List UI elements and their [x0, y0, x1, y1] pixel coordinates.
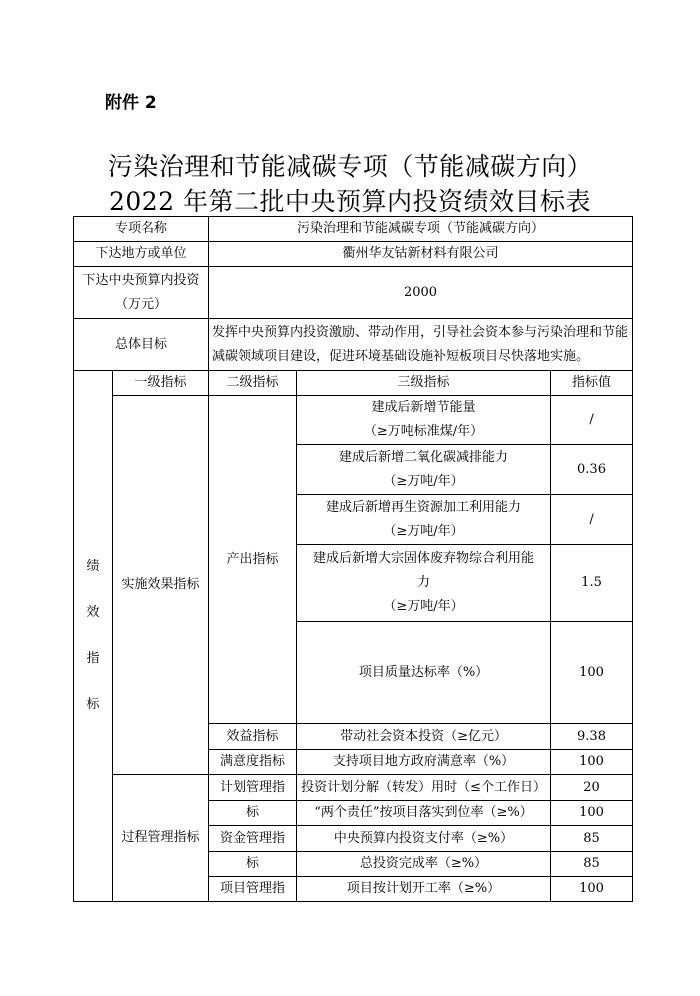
indicator-text: 建成后新增再生资源加工利用能力	[326, 499, 522, 515]
indicator-co2	[297, 445, 551, 495]
project-name-value: 污染治理和节能减碳专项（节能减碳方向）	[209, 217, 633, 242]
indicator-text: 力	[417, 575, 431, 590]
recipient-value: 衢州华友钴新材料有限公司	[209, 242, 633, 267]
indicator-value: 100	[551, 801, 633, 826]
indicator-value: 1.5	[551, 545, 633, 622]
plan-mgmt-indicator: 计划管理指	[209, 775, 297, 801]
overall-goal-label: 总体目标	[74, 319, 209, 371]
table-row	[74, 371, 633, 396]
indicator-text: 建成后新增节能量	[371, 400, 476, 415]
performance-indicators-label	[74, 371, 113, 902]
indicator-start-rate: 项目按计划开工率（≥%）	[297, 877, 551, 902]
performance-char: 效	[86, 605, 100, 620]
indicator-total-invest: 总投资完成率（≥%）	[297, 852, 551, 877]
indicator-plan-time: 投资计划分解（转发）用时（≤个工作日）	[297, 775, 551, 801]
indicator-value: 85	[551, 826, 633, 852]
table-row	[74, 242, 633, 267]
table-row	[74, 217, 633, 242]
indicator-unit: （≥万吨/年）	[383, 523, 464, 539]
performance-char: 指	[86, 651, 100, 666]
table-row	[74, 267, 633, 319]
table-row	[74, 319, 633, 371]
indicator-value: 85	[551, 852, 633, 877]
plan-mgmt-indicator-cont: 标	[209, 801, 297, 826]
investment-label	[74, 267, 209, 319]
indicator-value: 100	[551, 877, 633, 902]
table-row	[74, 775, 633, 801]
output-indicator: 产出指标	[209, 396, 297, 724]
header-level3: 三级指标	[297, 371, 551, 396]
indicator-text: 建成后新增二氧化碳减排能力	[339, 449, 509, 465]
process-mgmt-indicator: 过程管理指标	[113, 775, 209, 902]
indicator-value: 100	[551, 750, 633, 775]
header-level2: 二级指标	[209, 371, 297, 396]
fund-mgmt-indicator-cont: 标	[209, 852, 297, 877]
overall-goal-value: 发挥中央预算内投资激励、带动作用，引导社会资本参与污染治理和节能减碳领域项目建设，促进环境基础设施补短板项目尽快落地实施。	[209, 319, 633, 371]
header-level1: 一级指标	[113, 371, 209, 396]
indicator-value: 20	[551, 775, 633, 801]
recipient-label: 下达地方或单位	[74, 242, 209, 267]
project-name-label: 专项名称	[74, 217, 209, 242]
fund-mgmt-indicator: 资金管理指	[209, 826, 297, 852]
indicator-unit: （≥万吨标准煤/年）	[363, 424, 484, 439]
performance-target-table	[73, 216, 633, 902]
satisfaction-indicator: 满意度指标	[209, 750, 297, 775]
investment-label-line2: （万元）	[115, 296, 168, 312]
indicator-unit: （≥万吨/年）	[383, 473, 464, 489]
header-value: 指标值	[551, 371, 633, 396]
attachment-label: 附件 2	[105, 93, 157, 113]
indicator-energy-saving	[297, 396, 551, 445]
project-mgmt-indicator: 项目管理指	[209, 877, 297, 902]
page-title-line1: 污染治理和节能减碳专项（节能减碳方向）	[107, 152, 593, 181]
indicator-text: 建成后新增大宗固体废弃物综合利用能	[313, 551, 535, 566]
indicator-unit: （≥万吨/年）	[383, 599, 464, 614]
indicator-satisfaction: 支持项目地方政府满意率（%）	[297, 750, 551, 775]
performance-char: 标	[86, 697, 100, 712]
indicator-value: /	[551, 396, 633, 445]
indicator-solid-waste	[297, 545, 551, 622]
indicator-two-resp: “两个责任”按项目落实到位率（≥%）	[297, 801, 551, 826]
page-title-line2: 2022 年第二批中央预算内投资绩效目标表	[108, 187, 592, 216]
indicator-recycle	[297, 495, 551, 545]
performance-char: 绩	[86, 559, 100, 574]
investment-label-line1: 下达中央预算内投资	[82, 272, 200, 288]
indicator-value: 9.38	[551, 724, 633, 750]
indicator-value: /	[551, 495, 633, 545]
impl-effect-indicator: 实施效果指标	[113, 396, 209, 775]
indicator-central-pay: 中央预算内投资支付率（≥%）	[297, 826, 551, 852]
benefit-indicator: 效益指标	[209, 724, 297, 750]
table-row	[74, 396, 633, 445]
indicator-value: 100	[551, 622, 633, 724]
indicator-value: 0.36	[551, 445, 633, 495]
indicator-quality: 项目质量达标率（%）	[297, 622, 551, 724]
investment-value: 2000	[209, 267, 633, 319]
indicator-social-capital: 带动社会资本投资（≥亿元）	[297, 724, 551, 750]
